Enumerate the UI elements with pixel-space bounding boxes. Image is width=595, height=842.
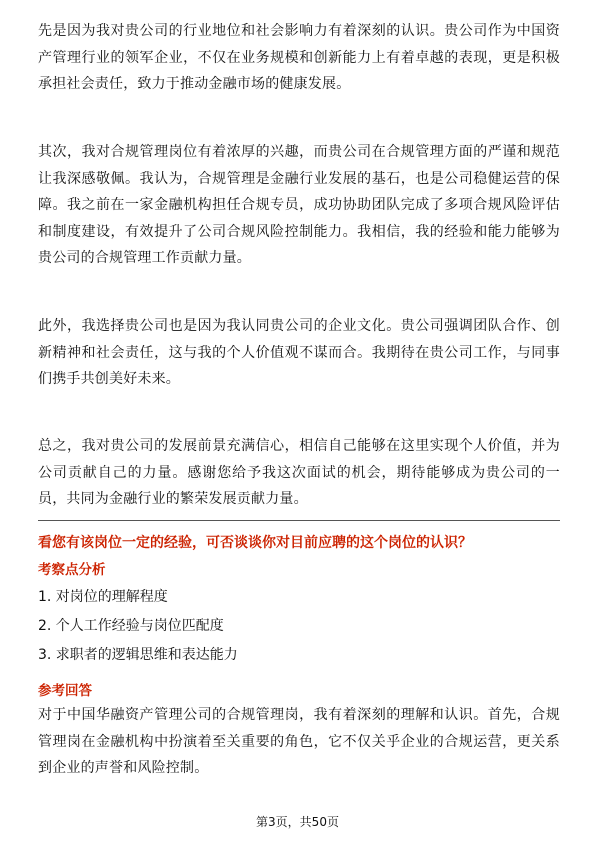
analysis-item-3: 3. 求职者的逻辑思维和表达能力 bbox=[38, 647, 238, 663]
page-indicator: 第3页，共50页 bbox=[256, 815, 339, 829]
analysis-heading: 考察点分析 bbox=[38, 562, 106, 578]
body-paragraph-2: 其次，我对合规管理岗位有着浓厚的兴趣，而贵公司在合规管理方面的严谨和规范让我深感敬佩。我认为，合规管理是金融行业发展的基石，也是公司稳健运营的保障。我之前在一家金融机构担任合规专员，成功协助团队完成了多项合规风险评估和制度建设，有效提升了公司合规风险控制能力。我相信，我的经验和能力能够为贵公司的合规管理工作贡献力量。 bbox=[38, 144, 560, 266]
section-divider bbox=[38, 520, 560, 521]
analysis-item-1: 1. 对岗位的理解程度 bbox=[38, 589, 168, 605]
answer-paragraph: 对于中国华融资产管理公司的合规管理岗，我有着深刻的理解和认识。首先，合规管理岗在金融机构中扮演着至关重要的角色，它不仅关乎企业的合规运营，更关系到企业的声誉和风险控制。 bbox=[38, 707, 560, 776]
body-paragraph-4: 总之，我对贵公司的发展前景充满信心，相信自己能够在这里实现个人价值，并为公司贡献自己的力量。感谢您给予我这次面试的机会，期待能够成为贵公司的一员，共同为金融行业的繁荣发展贡献力量。 bbox=[38, 438, 560, 507]
answer-heading: 参考回答 bbox=[38, 683, 92, 699]
body-paragraph-3: 此外，我选择贵公司也是因为我认同贵公司的企业文化。贵公司强调团队合作、创新精神和社会责任，这与我的个人价值观不谋而合。我期待在贵公司工作，与同事们携手共创美好未来。 bbox=[38, 318, 560, 387]
interview-question: 看您有该岗位一定的经验，可否谈谈你对目前应聘的这个岗位的认识？ bbox=[38, 535, 472, 551]
analysis-item-2: 2. 个人工作经验与岗位匹配度 bbox=[38, 618, 224, 634]
body-paragraph-1: 先是因为我对贵公司的行业地位和社会影响力有着深刻的认识。贵公司作为中国资产管理行业的领军企业，不仅在业务规模和创新能力上有着卓越的表现，更是积极承担社会责任，致力于推动金融市场的健康发展。 bbox=[38, 23, 560, 92]
